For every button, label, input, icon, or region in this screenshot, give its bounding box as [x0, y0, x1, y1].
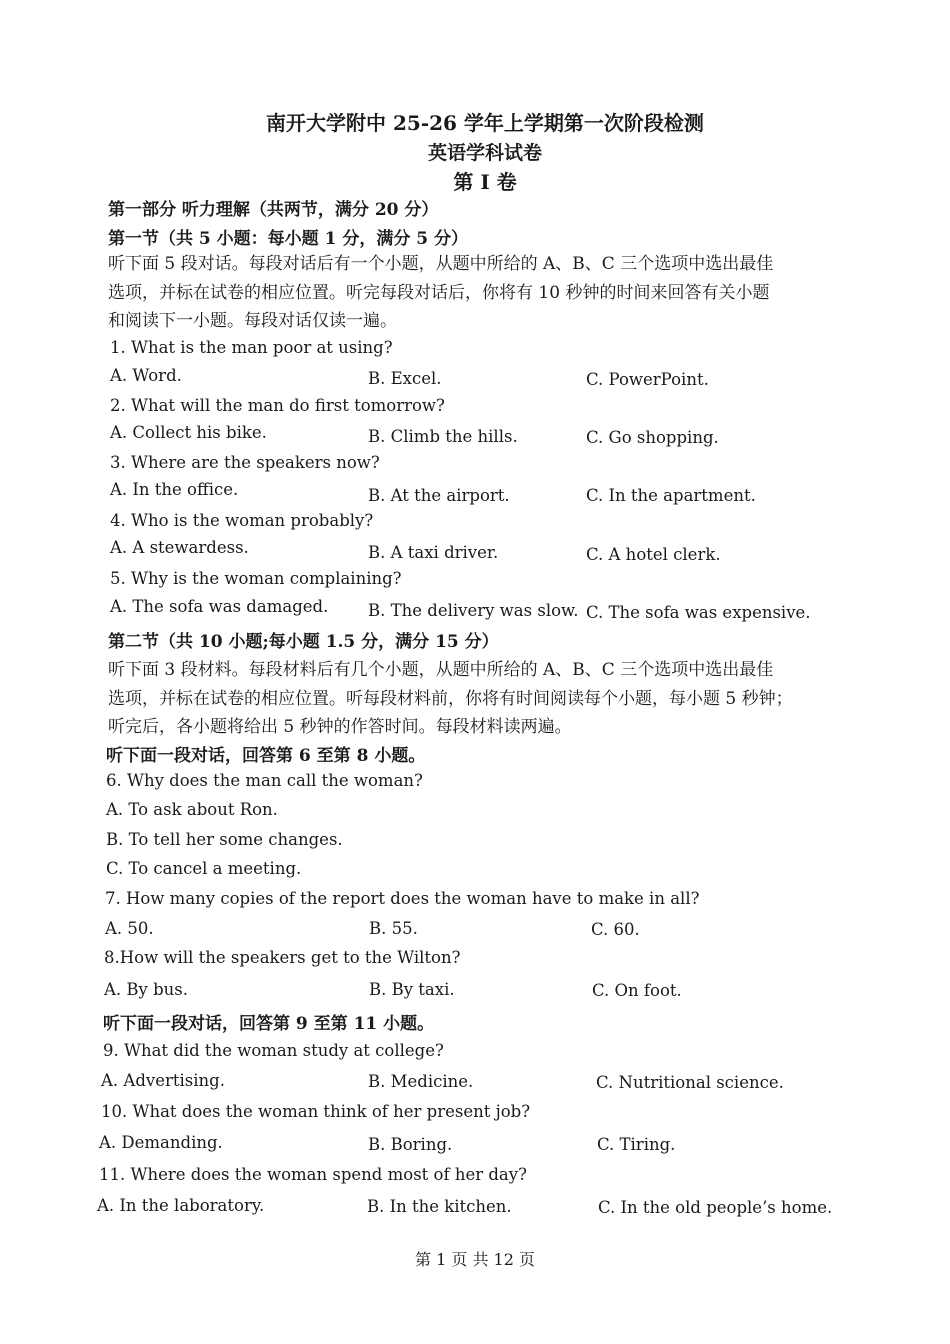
section2-instruction-line: 选项，并标在试卷的相应位置。听每段材料前，你将有时间阅读每个小题，每小题 5 秒钟；: [108, 689, 793, 709]
option-b: B. Excel.: [368, 369, 442, 388]
dialog-instruction: 听下面一段对话，回答第 9 至第 11 小题。: [103, 1014, 435, 1034]
question-text: 3. Where are the speakers now?: [110, 453, 380, 472]
page-number: 第 1 页 共 12 页: [415, 1250, 535, 1269]
question-text: 5. Why is the woman complaining?: [110, 569, 402, 588]
option-b: B. A taxi driver.: [368, 543, 499, 562]
option-a: A. 50.: [105, 919, 154, 938]
option-c: C. 60.: [591, 920, 640, 939]
option-c: C. Go shopping.: [586, 428, 719, 447]
option-c: C. PowerPoint.: [586, 370, 709, 389]
option-a: A. Word.: [110, 366, 182, 385]
part1-heading: 第一部分 听力理解（共两节，满分 20 分）: [108, 200, 439, 220]
option-a: A. In the laboratory.: [97, 1196, 265, 1215]
question-text: 1. What is the man poor at using?: [110, 338, 393, 357]
question-text: 8.How will the speakers get to the Wilton?: [104, 948, 461, 967]
option-b: B. Medicine.: [368, 1072, 474, 1091]
option-b: B. By taxi.: [369, 980, 455, 999]
option-a: A. Demanding.: [99, 1133, 223, 1152]
question-text: 2. What will the man do first tomorrow?: [110, 396, 445, 415]
section1-heading: 第一节（共 5 小题：每小题 1 分，满分 5 分）: [108, 229, 468, 249]
option-c: C. Tiring.: [597, 1135, 676, 1154]
question-text: 6. Why does the man call the woman?: [106, 771, 423, 790]
question-text: 11. Where does the woman spend most of her day?: [99, 1165, 527, 1184]
volume-label: 第 I 卷: [453, 170, 517, 194]
question-text: 7. How many copies of the report does the woman have to make in all?: [105, 889, 700, 908]
option-c: C. The sofa was expensive.: [586, 603, 811, 622]
option-c: C. Nutritional science.: [596, 1073, 784, 1092]
option-a: A. By bus.: [104, 980, 188, 999]
option-b: B. To tell her some changes.: [106, 830, 343, 849]
section1-instruction-line: 和阅读下一小题。每段对话仅读一遍。: [108, 311, 397, 331]
option-c: C. To cancel a meeting.: [106, 859, 302, 878]
option-b: B. The delivery was slow.: [368, 601, 579, 620]
section2-instruction-line: 听下面 3 段材料。每段材料后有几个小题，从题中所给的 A、B、C 三个选项中选出最佳: [108, 660, 774, 680]
dialog-instruction: 听下面一段对话，回答第 6 至第 8 小题。: [106, 746, 426, 766]
exam-title: 南开大学附中 25-26 学年上学期第一次阶段检测: [266, 111, 704, 135]
option-b: B. In the kitchen.: [367, 1197, 512, 1216]
section2-instruction-line: 听完后，各小题将给出 5 秒钟的作答时间。每段材料读两遍。: [108, 717, 572, 737]
section1-instruction-line: 听下面 5 段对话。每段对话后有一个小题，从题中所给的 A、B、C 三个选项中选出最佳: [108, 254, 774, 274]
option-a: A. In the office.: [110, 480, 239, 499]
option-b: B. Boring.: [368, 1135, 453, 1154]
option-c: C. A hotel clerk.: [586, 545, 721, 564]
option-b: B. 55.: [369, 919, 418, 938]
option-a: A. To ask about Ron.: [106, 800, 278, 819]
option-a: A. A stewardess.: [110, 538, 249, 557]
question-text: 10. What does the woman think of her present job?: [101, 1102, 531, 1121]
question-text: 4. Who is the woman probably?: [110, 511, 374, 530]
exam-subtitle: 英语学科试卷: [427, 142, 542, 164]
section1-instruction-line: 选项，并标在试卷的相应位置。听完每段对话后，你将有 10 秒钟的时间来回答有关小题: [108, 283, 770, 303]
option-c: C. In the old people’s home.: [598, 1198, 833, 1217]
option-b: B. Climb the hills.: [368, 427, 518, 446]
option-c: C. In the apartment.: [586, 486, 756, 505]
option-b: B. At the airport.: [368, 486, 510, 505]
option-a: A. Collect his bike.: [110, 423, 267, 442]
question-text: 9. What did the woman study at college?: [103, 1041, 444, 1060]
option-c: C. On foot.: [592, 981, 682, 1000]
section2-heading: 第二节（共 10 小题;每小题 1.5 分，满分 15 分）: [108, 632, 499, 652]
option-a: A. The sofa was damaged.: [110, 597, 329, 616]
option-a: A. Advertising.: [101, 1071, 225, 1090]
